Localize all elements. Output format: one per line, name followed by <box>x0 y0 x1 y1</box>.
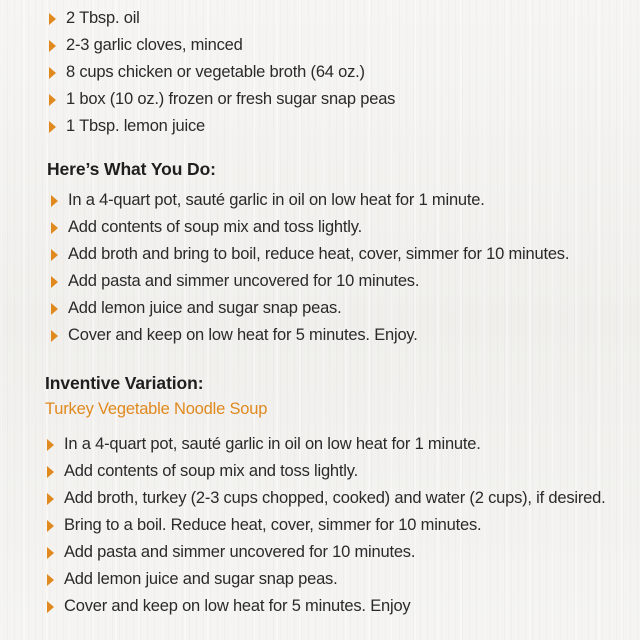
ingredient-item <box>48 5 395 32</box>
step-text: Add pasta and simmer uncovered for 10 minutes. <box>68 272 420 290</box>
triangle-bullet-icon <box>47 466 54 478</box>
step-text: Add broth and bring to boil, reduce heat, cover, simmer for 10 minutes. <box>68 245 570 263</box>
variation-step <box>46 512 606 539</box>
variation-step <box>46 566 606 593</box>
triangle-bullet-icon <box>51 222 58 234</box>
step-text: Add contents of soup mix and toss lightly. <box>68 218 362 236</box>
variation-step <box>46 539 606 566</box>
triangle-bullet-icon <box>49 13 56 25</box>
direction-step <box>50 187 569 214</box>
ingredient-text: 2 Tbsp. oil <box>66 9 140 27</box>
direction-step <box>50 268 569 295</box>
triangle-bullet-icon <box>47 493 54 505</box>
triangle-bullet-icon <box>49 40 56 52</box>
triangle-bullet-icon <box>51 195 58 207</box>
step-text: Add lemon juice and sugar snap peas. <box>68 299 342 317</box>
triangle-bullet-icon <box>51 249 58 261</box>
step-text: Add pasta and simmer uncovered for 10 minutes. <box>64 543 416 561</box>
direction-step <box>50 295 569 322</box>
direction-step <box>50 214 569 241</box>
triangle-bullet-icon <box>47 520 54 532</box>
ingredient-text: 8 cups chicken or vegetable broth (64 oz.) <box>66 63 365 81</box>
variation-title: Turkey Vegetable Noodle Soup <box>45 400 268 418</box>
triangle-bullet-icon <box>49 121 56 133</box>
step-text: Add contents of soup mix and toss lightly. <box>64 462 358 480</box>
ingredient-item <box>48 86 395 113</box>
step-text: In a 4-quart pot, sauté garlic in oil on low heat for 1 minute. <box>68 191 485 209</box>
ingredient-text: 1 box (10 oz.) frozen or fresh sugar snap peas <box>66 90 396 108</box>
ingredient-text: 2-3 garlic cloves, minced <box>66 36 243 54</box>
step-text: Cover and keep on low heat for 5 minutes. Enjoy <box>64 597 411 615</box>
ingredient-item <box>48 113 395 140</box>
triangle-bullet-icon <box>47 601 54 613</box>
triangle-bullet-icon <box>49 67 56 79</box>
triangle-bullet-icon <box>49 94 56 106</box>
variation-heading: Inventive Variation: <box>45 373 204 393</box>
step-text: Cover and keep on low heat for 5 minutes. Enjoy. <box>68 326 418 344</box>
directions-heading: Here’s What You Do: <box>47 159 216 179</box>
ingredient-item <box>48 32 395 59</box>
step-text: Add lemon juice and sugar snap peas. <box>64 570 338 588</box>
step-text: Bring to a boil. Reduce heat, cover, simmer for 10 minutes. <box>64 516 482 534</box>
variation-step <box>46 593 606 620</box>
triangle-bullet-icon <box>47 547 54 559</box>
directions-list <box>50 187 569 349</box>
triangle-bullet-icon <box>47 439 54 451</box>
variation-step <box>46 485 606 512</box>
triangle-bullet-icon <box>51 303 58 315</box>
ingredient-item <box>48 59 395 86</box>
direction-step <box>50 322 569 349</box>
step-text: Add broth, turkey (2-3 cups chopped, cooked) and water (2 cups), if desired. <box>64 489 606 507</box>
triangle-bullet-icon <box>51 276 58 288</box>
ingredient-text: 1 Tbsp. lemon juice <box>66 117 205 135</box>
variation-step <box>46 458 606 485</box>
direction-step <box>50 241 569 268</box>
step-text: In a 4-quart pot, sauté garlic in oil on low heat for 1 minute. <box>64 435 481 453</box>
variation-step <box>46 431 606 458</box>
ingredients-list <box>48 5 395 140</box>
triangle-bullet-icon <box>47 574 54 586</box>
triangle-bullet-icon <box>51 330 58 342</box>
variation-steps-list <box>46 431 606 620</box>
